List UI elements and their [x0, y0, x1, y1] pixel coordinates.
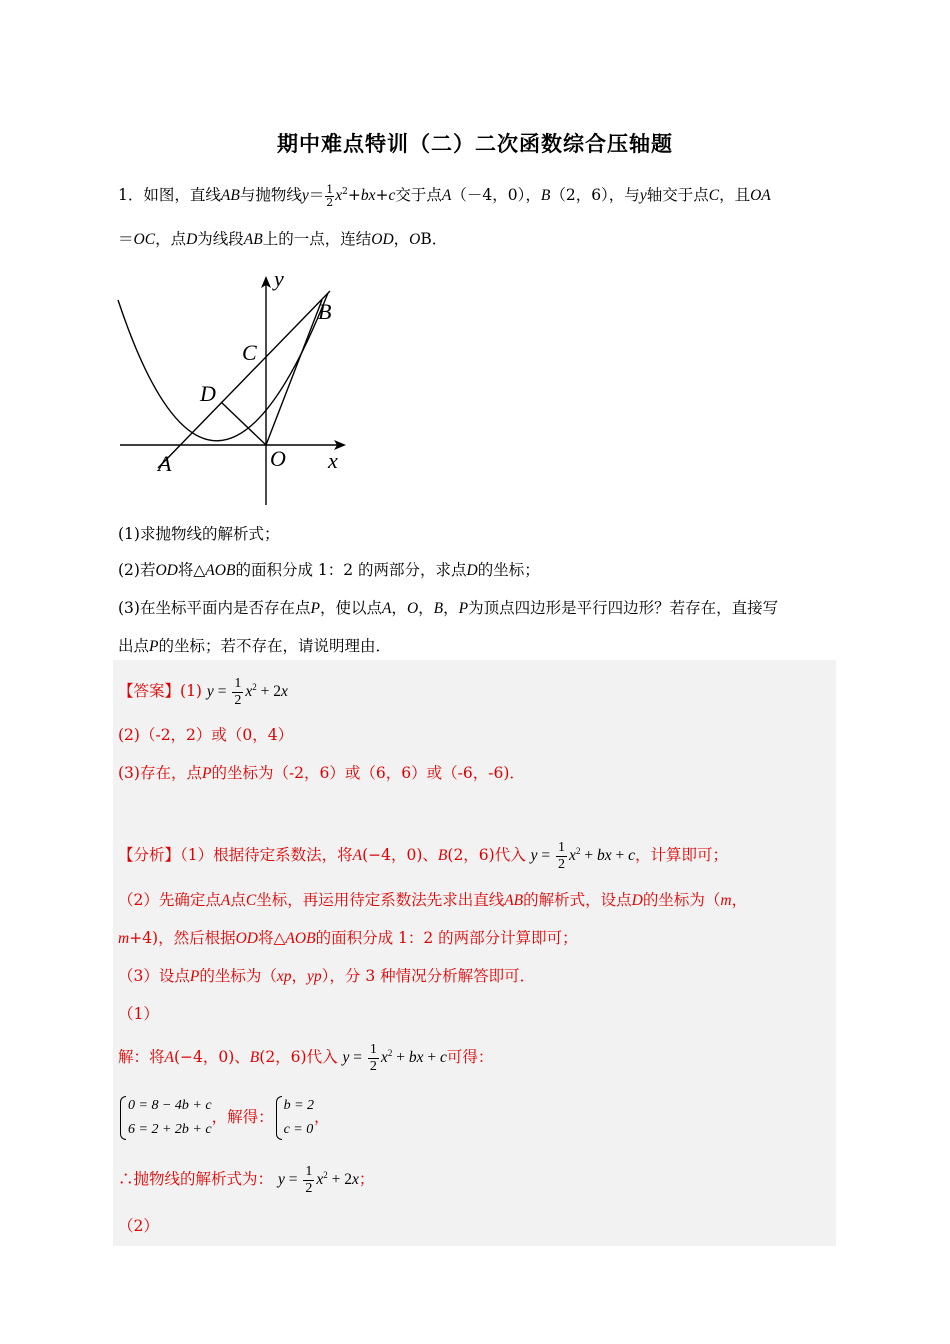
answer-box — [113, 660, 836, 1246]
text: P — [201, 765, 212, 782]
op: = — [284, 1171, 302, 1189]
op: = — [349, 1049, 366, 1067]
text: +4)，然后根据 — [129, 929, 236, 947]
equation: 6 = 2 + 2b + c — [128, 1122, 212, 1137]
label-y: y — [274, 268, 284, 291]
op: + — [580, 847, 597, 865]
text: (2，6)代入 — [447, 846, 526, 865]
var: x — [380, 1049, 388, 1067]
question-2 — [118, 558, 540, 580]
text: A — [164, 1049, 174, 1067]
analysis-line-1 — [118, 840, 728, 873]
var: c — [439, 1049, 447, 1067]
text: 将△ — [258, 929, 286, 947]
text: （3）设点 — [118, 967, 190, 985]
label-o: O — [270, 446, 286, 471]
var: y — [206, 683, 214, 701]
text: ，点 — [155, 230, 187, 248]
label-a: A — [158, 451, 172, 476]
text: 轴交于点 — [646, 186, 709, 204]
var: y — [277, 1171, 285, 1189]
exponent: 2 — [323, 1169, 328, 1180]
label-c: C — [242, 340, 257, 365]
formula — [277, 1164, 359, 1196]
analysis-line-2 — [118, 888, 747, 910]
text: 可得： — [446, 1048, 494, 1067]
text: 出点 — [118, 637, 150, 655]
text: （1）根据待定系数法，将 — [180, 846, 353, 865]
analysis-tag: 【分析】 — [118, 846, 181, 865]
text: P — [189, 968, 200, 985]
text: 的坐标；若不存在，请说明理由． — [158, 637, 391, 655]
text: C — [245, 892, 257, 909]
analysis-line-3 — [118, 926, 578, 948]
numerator: 1 — [326, 182, 334, 196]
exponent: 2 — [387, 1047, 393, 1058]
text: ， — [443, 599, 459, 617]
label-d: D — [200, 381, 216, 406]
text: AB — [504, 892, 524, 909]
text: ，且 — [719, 186, 751, 204]
text: ＝ — [308, 186, 325, 204]
text: ∴抛物线的解析式为： — [118, 1170, 274, 1189]
text: 解：将 — [118, 1048, 165, 1067]
text: (2)若 — [118, 561, 156, 579]
text: OD — [235, 930, 258, 947]
text: 的坐标； — [477, 561, 540, 579]
text: m — [118, 930, 130, 947]
question-3-cont — [118, 634, 391, 656]
text: D — [186, 231, 198, 248]
text: ，计算即可； — [634, 846, 728, 865]
text: ＝ — [118, 230, 134, 248]
analysis-line-4 — [118, 964, 535, 986]
text: c — [388, 187, 396, 204]
exponent: 2 — [575, 845, 581, 856]
numerator: 1 — [234, 676, 242, 691]
op: + — [392, 1049, 409, 1067]
formula — [342, 1042, 447, 1074]
exponent: 2 — [252, 681, 257, 692]
equation: c = 0 — [283, 1122, 314, 1137]
text: OA — [750, 187, 771, 204]
equation: b = 2 — [283, 1098, 315, 1113]
text: ，使以点 — [319, 599, 382, 617]
label-x: x — [328, 448, 338, 473]
text: A — [352, 847, 363, 865]
op: + 2 — [256, 683, 281, 701]
text: （2）先确定点 — [118, 891, 221, 909]
text: B — [249, 1049, 260, 1067]
solution-part-2: （2） — [118, 1217, 159, 1235]
op: = — [537, 847, 555, 865]
text: 与抛物线 — [239, 186, 302, 204]
problem-line-1 — [118, 183, 771, 209]
text: O — [409, 231, 421, 248]
text: m — [720, 892, 732, 909]
text: y — [639, 187, 647, 204]
denominator: 2 — [558, 857, 566, 872]
text: 为线段 — [197, 230, 244, 248]
solution-system-line — [118, 1094, 330, 1142]
text: ，解得： — [211, 1108, 274, 1126]
text: y — [301, 187, 309, 204]
text: (2，6)代入 — [259, 1048, 338, 1067]
text: 交于点 — [395, 186, 442, 204]
label-b: B — [318, 299, 332, 324]
var: x — [245, 683, 253, 701]
question-1: (1)求抛物线的解析式； — [118, 525, 280, 543]
var: c — [628, 847, 635, 865]
equation: 0 = 8 − 4b + c — [128, 1098, 212, 1113]
formula — [206, 676, 288, 708]
numerator: 1 — [369, 1042, 377, 1057]
text: （－4，0）， — [451, 186, 541, 204]
numerator: 1 — [305, 1164, 313, 1179]
formula — [530, 840, 635, 872]
var: y — [342, 1049, 350, 1067]
text: x — [335, 187, 343, 204]
text: ， — [314, 1108, 330, 1126]
op: + — [423, 1049, 440, 1067]
text: △ — [193, 561, 206, 579]
line-ab — [158, 291, 330, 468]
numerator: 1 — [558, 840, 566, 855]
var: x — [316, 1171, 324, 1189]
solution-part-1: （1） — [118, 1005, 159, 1023]
page-title: 期中难点特训（二）二次函数综合压轴题 — [277, 132, 673, 156]
text: （2，6），与 — [550, 186, 640, 204]
text: 坐标，再运用待定系数法先求出直线 — [256, 891, 505, 909]
text: + — [375, 186, 389, 204]
text: (−4，0)、 — [362, 846, 438, 865]
text: B． — [420, 230, 448, 248]
text: 的面积分成 1：2 的两部分计算即可； — [315, 929, 578, 947]
fraction — [368, 1042, 379, 1075]
text: (−4，0)、 — [173, 1048, 250, 1067]
parabola-figure — [110, 268, 360, 508]
var: y — [530, 847, 538, 865]
op: = — [213, 683, 231, 701]
text: P — [458, 600, 469, 617]
text: C — [708, 187, 720, 204]
text: AOB — [205, 562, 236, 579]
denominator: 2 — [234, 693, 242, 708]
op: + — [611, 847, 629, 865]
op: + 2 — [327, 1171, 352, 1189]
fraction — [232, 676, 243, 709]
text: OC — [133, 231, 156, 248]
text: 点 — [230, 891, 246, 909]
text: B — [540, 187, 551, 204]
text: B — [437, 847, 448, 865]
text: ， — [393, 230, 410, 248]
text: (1) — [180, 682, 202, 701]
text: 的坐标为（ — [199, 967, 277, 985]
text: A — [441, 187, 452, 204]
text: (3)在坐标平面内是否存在点 — [118, 599, 311, 617]
text: 1．如图，直线 — [118, 186, 221, 204]
denominator: 2 — [305, 1181, 313, 1196]
fraction — [303, 1164, 314, 1197]
text: ），分 3 种情况分析解答即可． — [321, 967, 536, 985]
text: ， — [418, 599, 434, 617]
text: B — [433, 600, 444, 617]
text: ， — [291, 967, 308, 985]
text: 的坐标为（-2，6）或（6，6）或（-6，-6)． — [211, 764, 525, 782]
solution-conclusion — [118, 1164, 374, 1197]
text: 为顶点四边形是平行四边形？若存在，直接写 — [468, 599, 779, 617]
text: OD — [155, 562, 178, 579]
answer-line-3 — [118, 761, 525, 783]
text: ， — [391, 599, 407, 617]
text: P — [310, 600, 320, 617]
question-3 — [118, 596, 778, 618]
text: AB — [243, 231, 263, 248]
answer-line-2: (2)（-2，2）或（0，4） — [118, 726, 294, 744]
equation-system-2 — [274, 1094, 314, 1142]
text: 的解析式，设点 — [523, 891, 632, 909]
fraction — [556, 840, 567, 873]
text: + — [347, 186, 361, 204]
text: AOB — [285, 930, 316, 947]
text: 将 — [177, 561, 194, 579]
problem-line-2 — [118, 227, 447, 249]
answer-tag: 【答案】 — [118, 682, 181, 701]
text: D — [466, 562, 478, 579]
text: ； — [358, 1170, 375, 1189]
text: (3)存在，点 — [118, 764, 202, 782]
fraction — [325, 184, 334, 209]
text: xp — [276, 968, 292, 985]
text: yp — [307, 968, 322, 985]
var: bx — [596, 847, 612, 865]
denominator: 2 — [326, 195, 334, 209]
var: x — [280, 683, 288, 701]
segment-ob — [266, 300, 322, 445]
var: bx — [408, 1049, 424, 1067]
text: A — [220, 892, 231, 909]
text: A — [381, 600, 392, 617]
text: 的面积分成 1：2 的两部分，求点 — [235, 561, 467, 579]
text: P — [149, 638, 159, 655]
var: x — [351, 1171, 359, 1189]
exponent: 2 — [342, 186, 348, 197]
text: 的坐标为（ — [642, 891, 721, 909]
text: D — [631, 892, 643, 909]
solution-line-1 — [118, 1042, 493, 1075]
equation-system-1 — [118, 1094, 212, 1142]
text: AB — [220, 187, 240, 204]
text: bx — [360, 187, 376, 204]
text: OD — [371, 231, 394, 248]
answer-line-1 — [118, 676, 288, 709]
text: ， — [731, 891, 748, 909]
var: x — [569, 847, 576, 865]
denominator: 2 — [369, 1059, 377, 1074]
text: 上的一点，连结 — [262, 230, 372, 248]
text: O — [406, 600, 419, 617]
